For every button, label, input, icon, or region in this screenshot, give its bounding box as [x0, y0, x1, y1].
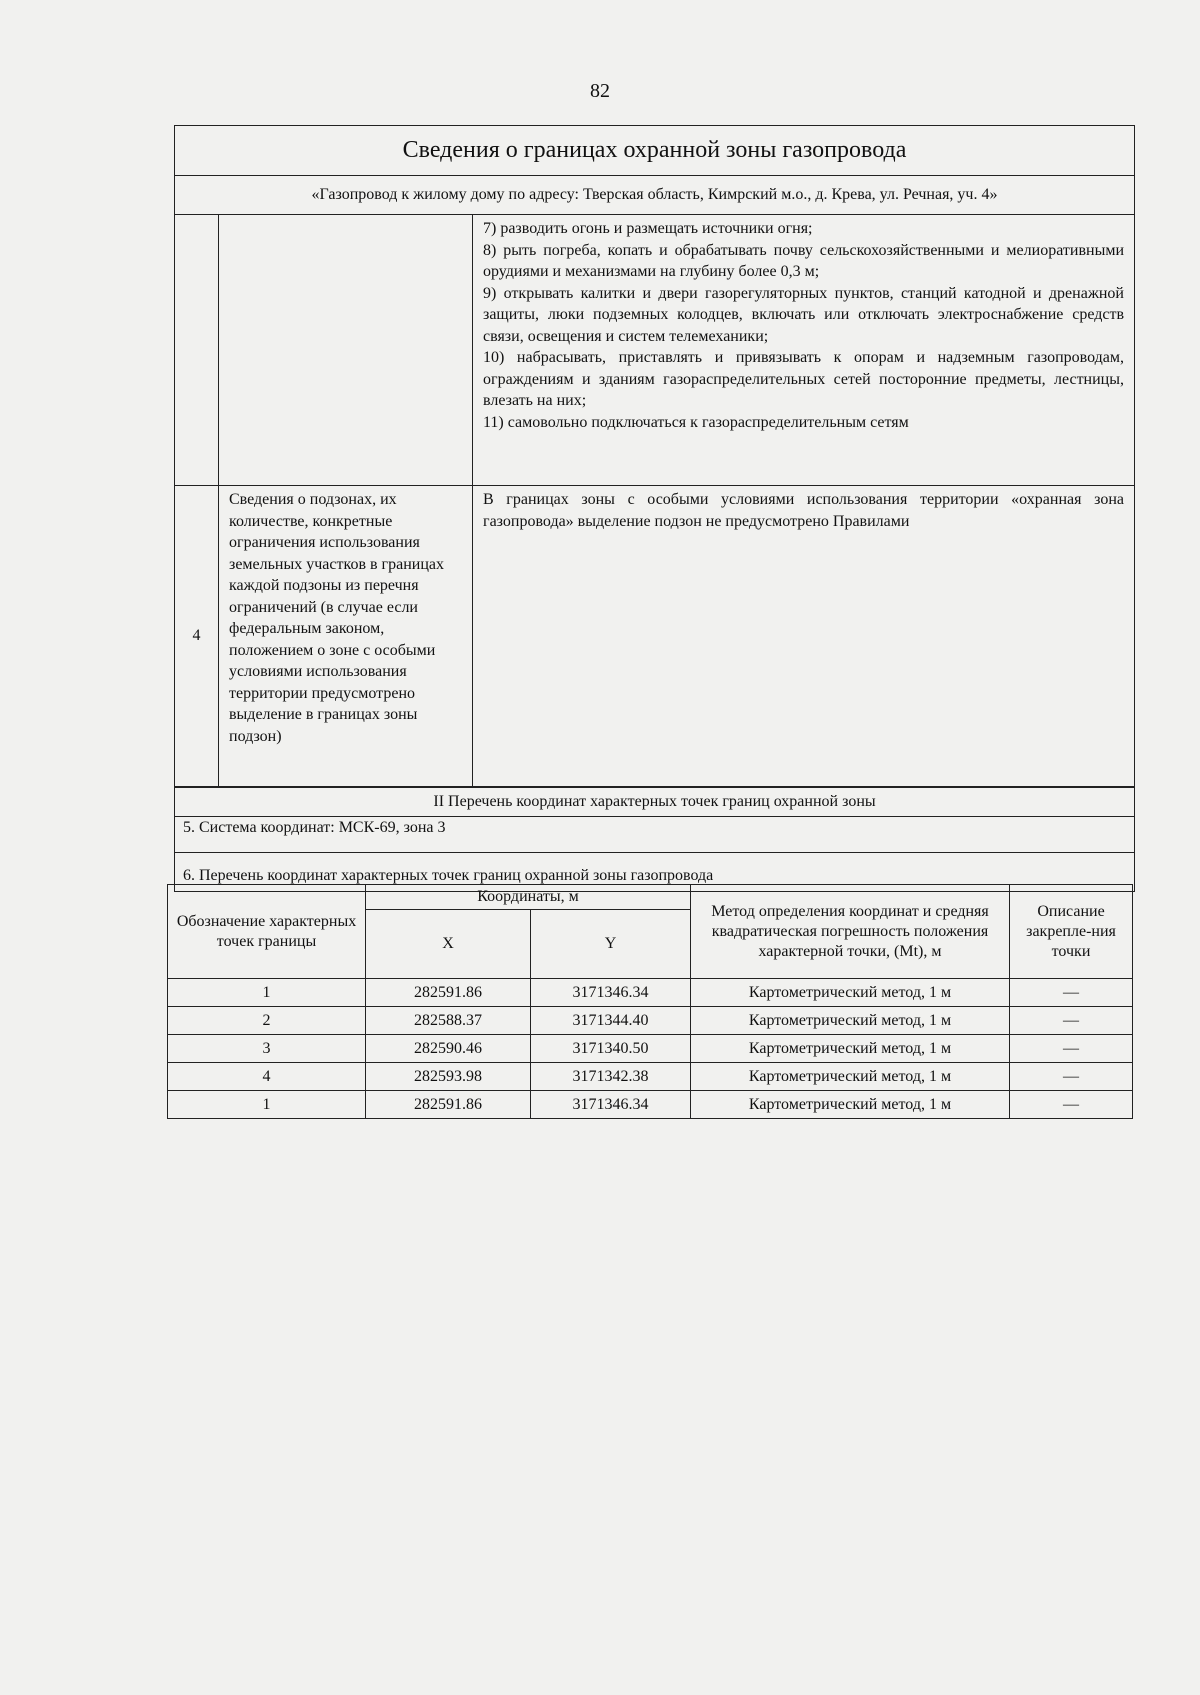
restriction-item: 8) рыть погреба, копать и обрабатывать почву сельскохозяйственными и мелиоративными орудиями и механизмами на глубину более 0,3 м;: [483, 241, 1124, 280]
row-number-cell: 4: [175, 486, 219, 787]
method-cell: Картометрический метод, 1 м: [691, 979, 1010, 1007]
coordinates-list-title: 6. Перечень координат характерных точек границ охранной зоны газопровода: [183, 867, 714, 884]
table-row: [168, 1007, 1133, 1035]
document-frame: [174, 125, 1135, 892]
header-method: Метод определения координат и средняя квадратическая погрешность положения характерной точки, (Mt), м: [691, 885, 1010, 979]
table-row: [168, 1035, 1133, 1063]
header-y: Y: [531, 910, 691, 979]
restriction-item: 9) открывать калитки и двери газорегуляторных пунктов, станций катодной и дренажной защиты, люки подземных колодцев, включать или отключать электроснабжение средств связи, освещения и систем телемеханики;: [483, 284, 1124, 345]
y-cell: 3171340.50: [531, 1035, 691, 1063]
point-cell: 1: [168, 979, 366, 1007]
y-cell: 3171346.34: [531, 979, 691, 1007]
point-cell: 4: [168, 1063, 366, 1091]
y-cell: 3171344.40: [531, 1007, 691, 1035]
method-cell: Картометрический метод, 1 м: [691, 1091, 1010, 1119]
restrictions-cell: [473, 215, 1135, 486]
row-name-cell: Сведения о подзонах, их количестве, конкретные ограничения использования земельных участков в границах каждой подзоны из перечня ограничений (в случае если федеральным законом, положением о зоне с особыми условиями использования территории предусмотрено выделение в границах зоны подзон): [219, 486, 473, 787]
table-row: [168, 979, 1133, 1007]
x-cell: 282591.86: [366, 979, 531, 1007]
header-point: Обозначение характерных точек границы: [168, 885, 366, 979]
document-title: Сведения о границах охранной зоны газопровода: [175, 126, 1134, 176]
row-name-cell: [219, 215, 473, 486]
restriction-item: 7) разводить огонь и размещать источники огня;: [483, 220, 813, 237]
requirements-table: [175, 215, 1134, 787]
table-row: [175, 215, 1134, 486]
method-cell: Картометрический метод, 1 м: [691, 1007, 1010, 1035]
description-cell: —: [1010, 1035, 1133, 1063]
description-cell: —: [1010, 1091, 1133, 1119]
description-cell: —: [1010, 1007, 1133, 1035]
x-cell: 282590.46: [366, 1035, 531, 1063]
table-row: [168, 1063, 1133, 1091]
header-description: Описание закрепле-ния точки: [1010, 885, 1133, 979]
table-row: [175, 486, 1134, 787]
y-cell: 3171342.38: [531, 1063, 691, 1091]
coordinates-table: [167, 884, 1133, 1119]
header-coordinates: Координаты, м: [366, 885, 691, 910]
section-2-title: II Перечень координат характерных точек границ охранной зоны: [175, 787, 1134, 817]
point-cell: 1: [168, 1091, 366, 1119]
restriction-item: 11) самовольно подключаться к газораспределительным сетям: [483, 413, 909, 431]
restriction-item: 10) набрасывать, приставлять и привязывать к опорам и надземным газопроводам, ограждениям и зданиям газораспределительных сетей посторонние предметы, лестницы, влезать на них;: [483, 349, 1124, 409]
x-cell: 282591.86: [366, 1091, 531, 1119]
point-cell: 2: [168, 1007, 366, 1035]
point-cell: 3: [168, 1035, 366, 1063]
table-row: [168, 1091, 1133, 1119]
x-cell: 282588.37: [366, 1007, 531, 1035]
description-cell: —: [1010, 1063, 1133, 1091]
x-cell: 282593.98: [366, 1063, 531, 1091]
subzones-text-cell: В границах зоны с особыми условиями использования территории «охранная зона газопровода» выделение подзон не предусмотрено Правилами: [473, 486, 1135, 787]
page-number: 82: [590, 80, 610, 102]
description-cell: —: [1010, 979, 1133, 1007]
y-cell: 3171346.34: [531, 1091, 691, 1119]
method-cell: Картометрический метод, 1 м: [691, 1063, 1010, 1091]
header-x: X: [366, 910, 531, 979]
document-subtitle: «Газопровод к жилому дому по адресу: Тверская область, Кимрский м.о., д. Крева, ул. Речная, уч. 4»: [175, 176, 1134, 215]
row-number-cell: [175, 215, 219, 486]
method-cell: Картометрический метод, 1 м: [691, 1035, 1010, 1063]
coordinate-system: 5. Система координат: МСК-69, зона 3: [175, 817, 1134, 853]
